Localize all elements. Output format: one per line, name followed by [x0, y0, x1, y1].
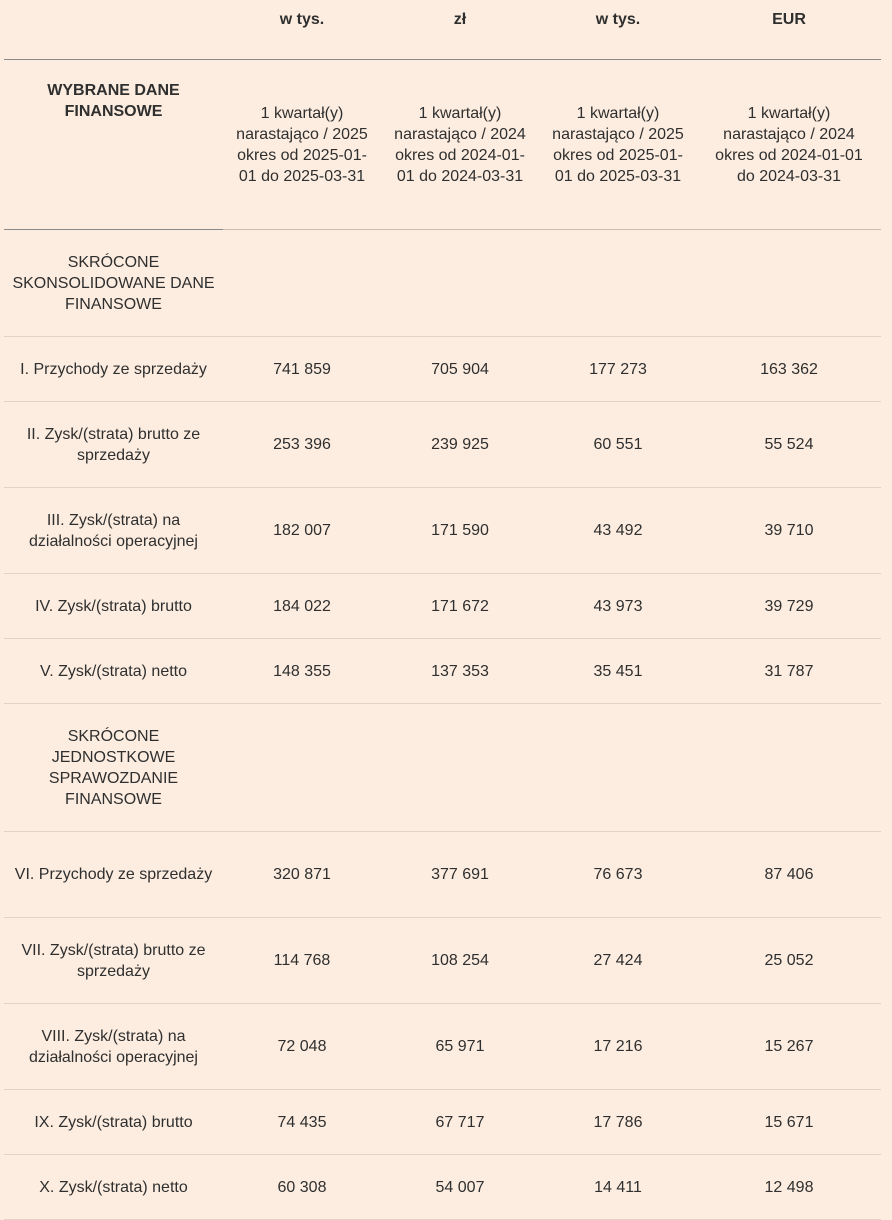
row-label: III. Zysk/(strata) na działalności operacyjnej: [4, 488, 223, 574]
empty-corner-cell: [4, 0, 223, 60]
value-cell: 39 729: [697, 574, 881, 639]
row-label: V. Zysk/(strata) netto: [4, 639, 223, 704]
value-cell: 741 859: [223, 337, 381, 402]
row-label: VIII. Zysk/(strata) na działalności operacyjnej: [4, 1004, 223, 1090]
row-label: I. Przychody ze sprzedaży: [4, 337, 223, 402]
table-row: [4, 488, 881, 574]
value-cell: 184 022: [223, 574, 381, 639]
value-cell: 253 396: [223, 402, 381, 488]
value-cell: 148 355: [223, 639, 381, 704]
row-label: IV. Zysk/(strata) brutto: [4, 574, 223, 639]
value-cell: 171 590: [381, 488, 539, 574]
value-cell: 76 673: [539, 832, 697, 918]
table-row: [4, 639, 881, 704]
value-cell: 705 904: [381, 337, 539, 402]
row-label: X. Zysk/(strata) netto: [4, 1155, 223, 1220]
value-cell: 43 492: [539, 488, 697, 574]
value-cell: 108 254: [381, 918, 539, 1004]
value-cell: 14 411: [539, 1155, 697, 1220]
value-cell: 239 925: [381, 402, 539, 488]
value-cell: 163 362: [697, 337, 881, 402]
financial-data-table: [4, 0, 881, 1220]
unit-header-1: w tys.: [223, 0, 381, 60]
period-header-2: 1 kwartał(y) narastająco / 2024 okres od 2024-01-01 do 2024-03-31: [381, 60, 539, 230]
table-row-section-standalone: [4, 704, 881, 832]
value-cell: 182 007: [223, 488, 381, 574]
section-label: SKRÓCONE SKONSOLIDOWANE DANE FINANSOWE: [4, 230, 223, 337]
value-cell: [539, 230, 697, 337]
value-cell: 137 353: [381, 639, 539, 704]
unit-header-2: zł: [381, 0, 539, 60]
value-cell: 60 308: [223, 1155, 381, 1220]
value-cell: 43 973: [539, 574, 697, 639]
period-header-row: [4, 60, 881, 230]
value-cell: 114 768: [223, 918, 381, 1004]
value-cell: [223, 704, 381, 832]
period-header-3: 1 kwartał(y) narastająco / 2025 okres od 2025-01-01 do 2025-03-31: [539, 60, 697, 230]
value-cell: 55 524: [697, 402, 881, 488]
unit-header-4: EUR: [697, 0, 881, 60]
table-row: [4, 337, 881, 402]
value-cell: 377 691: [381, 832, 539, 918]
row-label: II. Zysk/(strata) brutto ze sprzedaży: [4, 402, 223, 488]
value-cell: 60 551: [539, 402, 697, 488]
value-cell: 17 216: [539, 1004, 697, 1090]
value-cell: 54 007: [381, 1155, 539, 1220]
table-row: [4, 402, 881, 488]
value-cell: 72 048: [223, 1004, 381, 1090]
row-label: VII. Zysk/(strata) brutto ze sprzedaży: [4, 918, 223, 1004]
value-cell: 12 498: [697, 1155, 881, 1220]
value-cell: 35 451: [539, 639, 697, 704]
table-row: [4, 832, 881, 918]
period-header-4: 1 kwartał(y) narastająco / 2024 okres od 2024-01-01 do 2024-03-31: [697, 60, 881, 230]
value-cell: 67 717: [381, 1090, 539, 1155]
period-header-1: 1 kwartał(y) narastająco / 2025 okres od 2025-01-01 do 2025-03-31: [223, 60, 381, 230]
value-cell: 177 273: [539, 337, 697, 402]
value-cell: 15 671: [697, 1090, 881, 1155]
value-cell: 171 672: [381, 574, 539, 639]
unit-header-3: w tys.: [539, 0, 697, 60]
value-cell: 27 424: [539, 918, 697, 1004]
unit-header-row: [4, 0, 881, 60]
value-cell: [223, 230, 381, 337]
value-cell: [697, 230, 881, 337]
value-cell: 39 710: [697, 488, 881, 574]
value-cell: 65 971: [381, 1004, 539, 1090]
table-row: [4, 1004, 881, 1090]
value-cell: [697, 704, 881, 832]
value-cell: [539, 704, 697, 832]
value-cell: 17 786: [539, 1090, 697, 1155]
value-cell: 320 871: [223, 832, 381, 918]
value-cell: 31 787: [697, 639, 881, 704]
value-cell: [381, 704, 539, 832]
value-cell: 74 435: [223, 1090, 381, 1155]
row-label: VI. Przychody ze sprzedaży: [4, 832, 223, 918]
table-row: [4, 1090, 881, 1155]
table-row: [4, 574, 881, 639]
table-row-section-consolidated: [4, 230, 881, 337]
table-row: [4, 918, 881, 1004]
table-row: [4, 1155, 881, 1220]
section-label: SKRÓCONE JEDNOSTKOWE SPRAWOZDANIE FINANSOWE: [4, 704, 223, 832]
value-cell: 87 406: [697, 832, 881, 918]
table-title: WYBRANE DANE FINANSOWE: [4, 60, 223, 230]
value-cell: 25 052: [697, 918, 881, 1004]
row-label: IX. Zysk/(strata) brutto: [4, 1090, 223, 1155]
value-cell: [381, 230, 539, 337]
value-cell: 15 267: [697, 1004, 881, 1090]
